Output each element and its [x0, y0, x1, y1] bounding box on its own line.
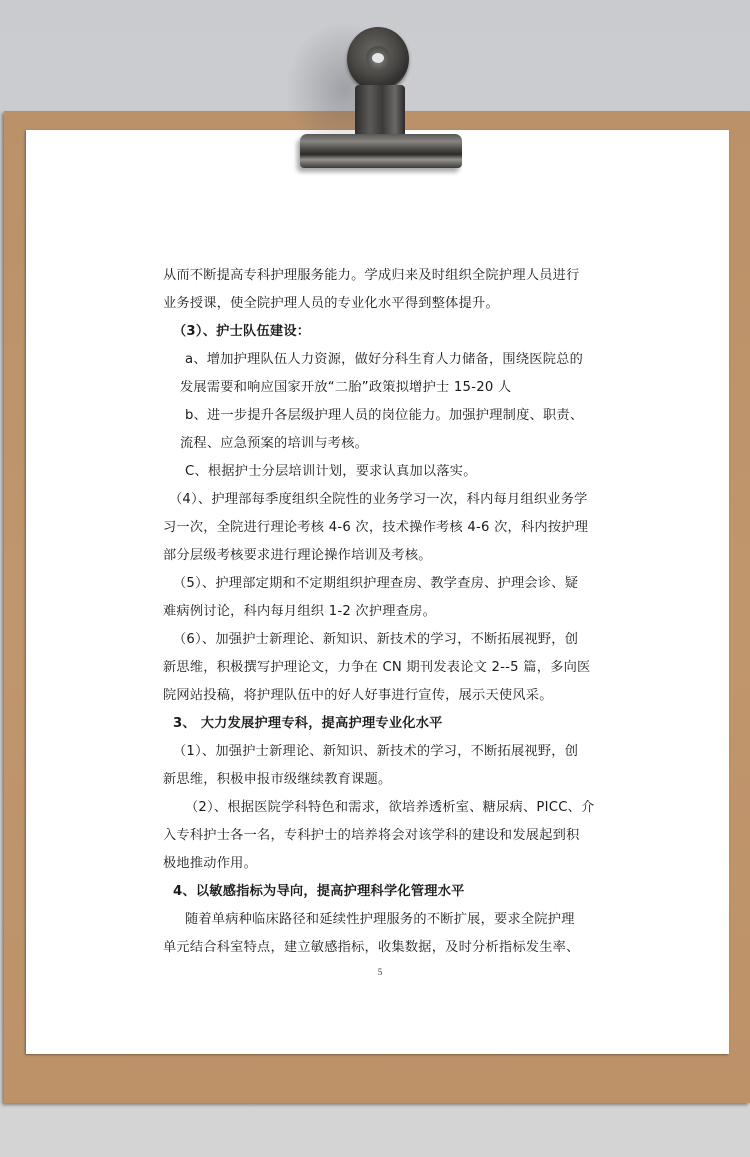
- text-line: 极地推动作用。: [163, 856, 258, 871]
- section-heading: （3）、护士队伍建设：: [173, 324, 311, 339]
- text-line: 新思维，积极申报市级继续教育课题。: [163, 772, 392, 787]
- text-line: C、根据护士分层培训计划，要求认真加以落实。: [185, 464, 477, 479]
- text-line: 业务授课，使全院护理人员的专业化水平得到整体提升。: [163, 296, 499, 311]
- text-line: （1）、加强护士新理论、新知识、新技术的学习，不断拓展视野，创: [173, 744, 579, 759]
- text-line: （5）、护理部定期和不定期组织护理查房、教学查房、护理会诊、疑: [173, 576, 579, 591]
- text-line: b、进一步提升各层级护理人员的岗位能力。加强护理制度、职责、: [185, 408, 584, 423]
- text-line: （2）、根据医院学科特色和需求，欲培养透析室、糖尿病、PICC、介: [185, 800, 595, 815]
- text-line: 部分层级考核要求进行理论操作培训及考核。: [163, 548, 432, 563]
- text-line: （4）、护理部每季度组织全院性的业务学习一次，科内每月组织业务学: [169, 492, 588, 507]
- text-line: 随着单病种临床路径和延续性护理服务的不断扩展，要求全院护理: [185, 912, 575, 927]
- page-number: 5: [377, 967, 383, 977]
- text-line: 流程、应急预案的培训与考核。: [180, 436, 369, 451]
- text-line: 院网站投稿，将护理队伍中的好人好事进行宣传，展示天使风采。: [163, 688, 553, 703]
- text-line: 习一次，全院进行理论考核 4-6 次，技术操作考核 4-6 次，科内按护理: [163, 520, 589, 535]
- text-line: 入专科护士各一名，专科护士的培养将会对该学科的建设和发展起到积: [163, 828, 580, 843]
- text-line: 发展需要和响应国家开放“二胎”政策拟增护士 15-20 人: [180, 380, 512, 395]
- text-line: 单元结合科室特点，建立敏感指标，收集数据，及时分析指标发生率、: [163, 940, 580, 955]
- text-line: 新思维，积极撰写护理论文，力争在 CN 期刊发表论文 2--5 篇，多向医: [163, 660, 591, 675]
- clip-neck: [355, 85, 405, 137]
- clip-hole: [372, 53, 384, 63]
- document-body: [163, 262, 595, 962]
- text-line: （6）、加强护士新理论、新知识、新技术的学习，不断拓展视野，创: [173, 632, 579, 647]
- text-line: a、增加护理队伍人力资源，做好分科生育人力储备，围绕医院总的: [185, 352, 584, 367]
- text-line: 难病例讨论，科内每月组织 1-2 次护理查房。: [163, 604, 437, 619]
- clip-base: [300, 134, 462, 168]
- text-line: 从而不断提高专科护理服务能力。学成归来及时组织全院护理人员进行: [163, 268, 580, 283]
- section-heading: 3、 大力发展护理专科，提高护理专业化水平: [173, 716, 443, 731]
- section-heading: 4、以敏感指标为导向，提高护理科学化管理水平: [173, 884, 465, 899]
